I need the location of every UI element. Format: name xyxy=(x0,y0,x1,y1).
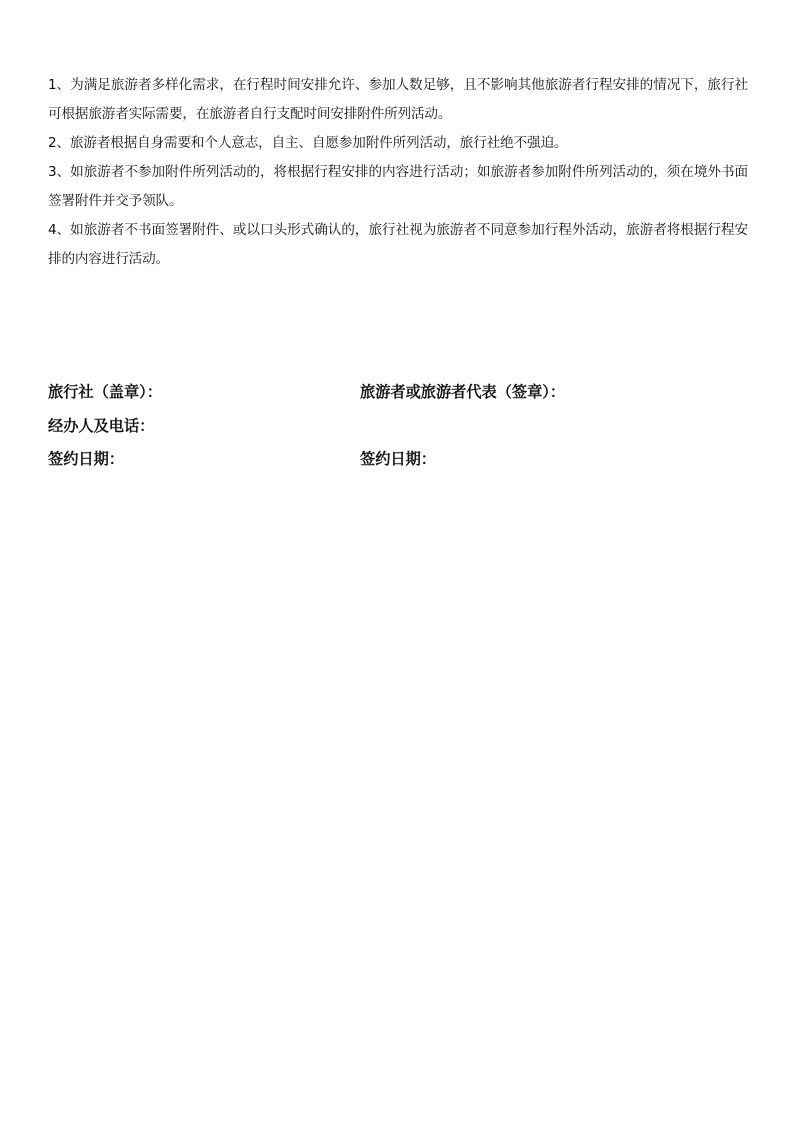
agency-date-label: 签约日期： xyxy=(48,450,124,468)
handler-phone-label: 经办人及电话： xyxy=(48,416,155,435)
signature-row-handler xyxy=(48,411,748,445)
traveler-date-label: 签约日期： xyxy=(360,450,436,468)
clause-1: 1、为满足旅游者多样化需求，在行程时间安排允许、参加人数足够，且不影响其他旅游者行程安排的情况下，旅行社可根据旅游者实际需要，在旅游者自行支配时间安排附件所列活动。 xyxy=(48,77,748,122)
signature-row-date xyxy=(48,444,748,478)
signature-block xyxy=(48,377,748,478)
clause-3: 3、如旅游者不参加附件所列活动的，将根据行程安排的内容进行活动；如旅游者参加附件所列活动的，须在境外书面签署附件并交予领队。 xyxy=(48,164,748,209)
terms-clauses xyxy=(48,71,748,274)
traveler-sign-label: 旅游者或旅游者代表（签章）： xyxy=(360,383,566,401)
signature-row-seal xyxy=(48,377,748,411)
agency-seal-label: 旅行社（盖章）： xyxy=(48,383,162,401)
clause-4: 4、如旅游者不书面签署附件、或以口头形式确认的，旅行社视为旅游者不同意参加行程外活动，旅游者将根据行程安排的内容进行活动。 xyxy=(48,222,748,267)
clause-2: 2、旅游者根据自身需要和个人意志，自主、自愿参加附件所列活动，旅行社绝不强迫。 xyxy=(48,135,568,151)
